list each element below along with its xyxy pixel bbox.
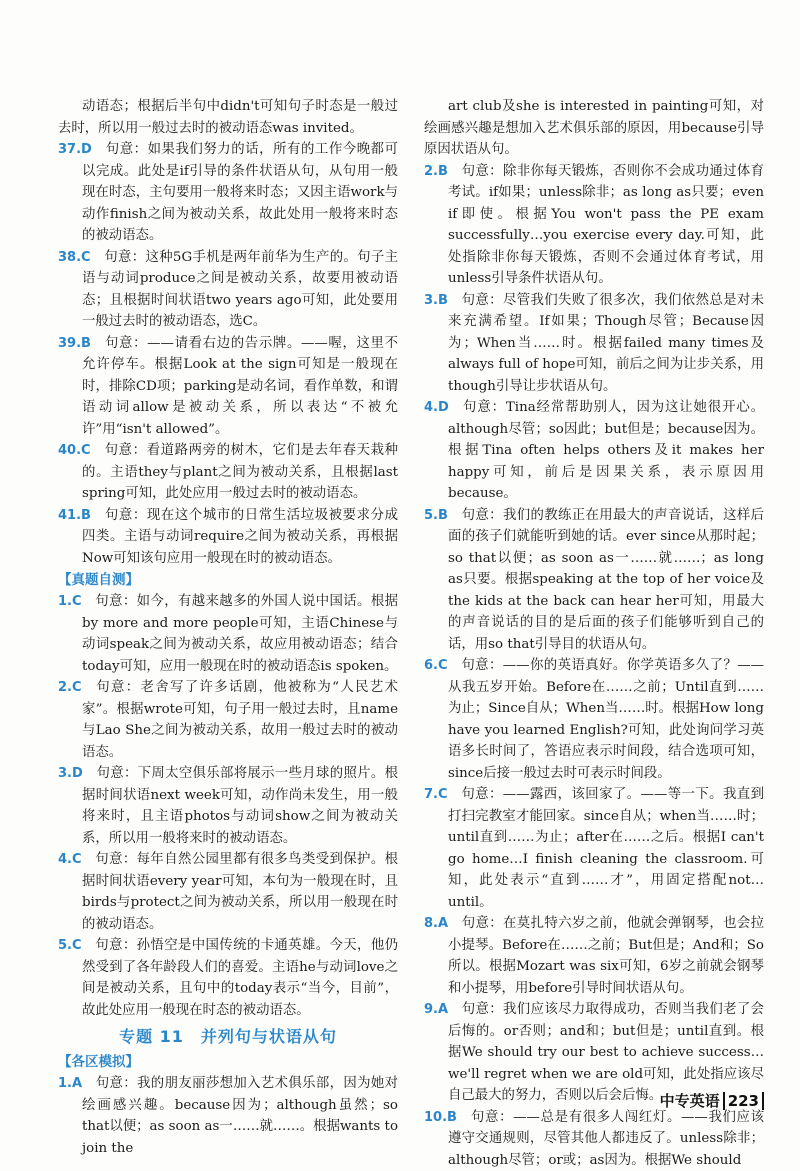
item-answer: D: [438, 400, 449, 415]
answer-item: [58, 247, 398, 333]
item-explanation: 句意：——请看右边的告示牌。——喔，这里不允许停车。根据Look at the sign可知是一般现在时，排除CD项；parking是动名词，看作单数，和谓语动词allow是被动关系，所以表达“不被允许”用“isn't allowed”。: [82, 336, 398, 437]
answer-item: [58, 440, 398, 505]
item-number: 8.: [424, 916, 438, 931]
item-explanation: 句意：每年自然公园里都有很多鸟类受到保护。根据时间状语every year可知，本句为一般现在时，且birds与protect之间为被动关系，所以用一般现在时的被动语态。: [82, 852, 398, 932]
item-number: 1.: [58, 1076, 72, 1091]
answer-item: [424, 290, 764, 398]
item-number: 3.: [424, 293, 438, 308]
item-answer: A: [438, 916, 448, 931]
right-intro: art club及she is interested in painting可知，对绘画感兴趣是想加入艺术俱乐部的原因，用because引导原因状语从句。: [424, 96, 764, 161]
left-column: [58, 96, 398, 1159]
item-answer: C: [72, 938, 82, 953]
item-number: 37.: [58, 142, 81, 157]
answer-item: [58, 505, 398, 570]
left-items-list: [58, 139, 398, 569]
item-answer: C: [72, 852, 82, 867]
item-number: 9.: [424, 1002, 438, 1017]
answer-item: [58, 849, 398, 935]
item-number: 2.: [424, 164, 438, 179]
item-explanation: 句意：——总是有很多人闯红灯。——我们应该遵守交通规则，尽管其他人都违反了。unless除非；although尽管；or或；as因为。根据We should: [448, 1110, 764, 1168]
item-answer: C: [81, 250, 91, 265]
item-explanation: 句意：尽管我们失败了很多次，我们依然总是对未来充满希望。If如果；Though尽管；Because因为；When当……时。根据failed many times及always full of hope可知，前后之间为让步关系，用though引导让步状语从句。: [448, 293, 764, 394]
item-answer: A: [72, 1076, 82, 1091]
item-answer: B: [438, 293, 448, 308]
item-number: 7.: [424, 787, 438, 802]
item-answer: C: [72, 594, 82, 609]
item-number: 41.: [58, 508, 81, 523]
item-explanation: 句意：除非你每天锻炼，否则你不会成功通过体育考试。if如果；unless除非；as long as只要；even if即使。根据You won't pass the PE exam successfully…you exercise every day.可知，此处指除非你每天锻炼，否则不会通过体育考试，用unless引导条件状语从句。: [448, 164, 764, 287]
item-number: 4.: [58, 852, 72, 867]
item-explanation: 句意：我们的教练正在用最大的声音说话，这样后面的孩子们就能听到她的话。ever since从那时起；so that以便；as soon as一……就……；as long as只要。根据speaking at the top of her voice及the kids at the back can hear her可知，用最大的声音说话的目的是后面的孩子们能够听到自己的话，用so that引导目的状语从句。: [448, 508, 764, 652]
left-items2-list: [58, 591, 398, 1021]
answer-item: [424, 655, 764, 784]
item-answer: B: [81, 336, 91, 351]
item-explanation: 句意：看道路两旁的树木，它们是去年春天栽种的。主语they与plant之间为被动关系，且根据last spring可知，此处应用一般过去时的被动语态。: [82, 443, 398, 501]
answer-item: [58, 139, 398, 247]
answer-item: [424, 161, 764, 290]
item-number: 40.: [58, 443, 81, 458]
section-heading-zhenti: 【真题自测】: [58, 569, 398, 591]
item-number: 39.: [58, 336, 81, 351]
item-answer: B: [81, 508, 91, 523]
answer-item: [58, 763, 398, 849]
topic-title: 专题 11 并列句与状语从句: [58, 1023, 398, 1051]
item-explanation: 句意：Tina经常帮助别人，因为这让她很开心。although尽管；so因此；but但是；because因为。根据Tina often helps others及it makes her happy可知，前后是因果关系，表示原因用because。: [448, 400, 764, 501]
item-explanation: 句意：如今，有越来越多的外国人说中国话。根据by more and more people可知，主语Chinese与动词speak之间为被动关系，故应用被动语态；结合today可知，应用一般现在时的被动语态is spoken。: [82, 594, 398, 674]
item-number: 10.: [424, 1110, 447, 1125]
item-explanation: 句意：现在这个城市的日常生活垃圾被要求分成四类。主语与动词require之间为被动关系，再根据Now可知该句应用一般现在时的被动语态。: [82, 508, 398, 566]
item-number: 6.: [424, 658, 438, 673]
answer-item: [424, 1107, 764, 1171]
item-answer: A: [438, 1002, 448, 1017]
item-explanation: 句意：这种5G手机是两年前华为生产的。句子主语与动词produce之间是被动关系，故要用被动语态；且根据时间状语two years ago可知，此处要用一般过去时的被动语态，选C。: [82, 250, 398, 330]
item-number: 5.: [58, 938, 72, 953]
left-intro: 动语态；根据后半句中didn't可知句子时态是一般过去时，所以用一般过去时的被动语态was invited。: [58, 96, 398, 139]
item-answer: C: [81, 443, 91, 458]
item-number: 2.: [58, 680, 72, 695]
answer-item: [424, 397, 764, 505]
item-answer: D: [72, 766, 83, 781]
item-explanation: 句意：——你的英语真好。你学英语多久了？——从我五岁开始。Before在……之前；Until直到……为止；Since自从；When当……时。根据How long have you learned English?可知，此处询问学习英语多长时间了，答语应表示时间段，结合选项可知，since后接一般过去时可表示时间段。: [448, 658, 764, 781]
item-answer: D: [81, 142, 92, 157]
item-explanation: 句意：我们应该尽力取得成功，否则当我们老了会后悔的。or否则；and和；but但是；until直到。根据We should try our best to achieve success… we'll regret when we are old可知，此处指应该尽自己最大的努力，否则以后会后悔。: [448, 1002, 764, 1103]
answer-item: [424, 784, 764, 913]
item-number: 1.: [58, 594, 72, 609]
right-column: [424, 96, 764, 1171]
item-answer: B: [438, 164, 448, 179]
item-number: 4.: [424, 400, 438, 415]
item-explanation: 句意：下周太空俱乐部将展示一些月球的照片。根据时间状语next week可知，动作尚未发生，用一般将来时，且主语photos与动词show之间为被动关系，所以用一般将来时的被动语态。: [82, 766, 398, 846]
item-answer: B: [438, 508, 448, 523]
item-number: 38.: [58, 250, 81, 265]
item-explanation: 句意：老舍写了许多话剧，他被称为“人民艺术家”。根据wrote可知，句子用一般过去时，且name与Lao She之间为被动关系，故用一般过去时的被动语态。: [82, 680, 398, 760]
answer-item: [58, 677, 398, 763]
footer-subject: 中专英语: [660, 1092, 720, 1110]
answer-item: [58, 935, 398, 1021]
item-answer: C: [438, 658, 448, 673]
item-explanation: 句意：孙悟空是中国传统的卡通英雄。今天，他仍然受到了各年龄段人们的喜爱。主语he与动词love之间是被动关系，且句中的today表示“当今，目前”，故此处应用一般现在时态的被动语态。: [82, 938, 398, 1018]
page-footer: [660, 1090, 764, 1111]
item-explanation: 句意：我的朋友丽莎想加入艺术俱乐部，因为她对绘画感兴趣。because因为；although虽然；so that以便；as soon as一……就……。根据wants to join the: [82, 1076, 398, 1156]
left-items3-list: [58, 1073, 398, 1159]
right-items-list: [424, 161, 764, 1171]
answer-item: [58, 333, 398, 441]
answer-item: [58, 591, 398, 677]
answer-item: [58, 1073, 398, 1159]
item-answer: B: [447, 1110, 457, 1125]
answer-item: [424, 913, 764, 999]
item-number: 5.: [424, 508, 438, 523]
answer-item: [424, 505, 764, 656]
item-explanation: 句意：——露西，该回家了。——等一下。我直到打扫完教室才能回家。since自从；when当……时；until直到……为止；after在……之后。根据I can't go home…I finish cleaning the classroom.可知，此处表示“直到……才”，用固定搭配not…until。: [448, 787, 764, 910]
page-number: 223: [723, 1092, 764, 1110]
section-heading-moni: 【各区模拟】: [58, 1051, 398, 1073]
item-explanation: 句意：如果我们努力的话，所有的工作今晚都可以完成。此处是if引导的条件状语从句，从句用一般现在时态，主句要用一般将来时态；又因主语work与动作finish之间为被动关系，故此处用一般将来时态的被动语态。: [82, 142, 398, 243]
item-number: 3.: [58, 766, 72, 781]
item-answer: C: [438, 787, 448, 802]
item-explanation: 句意：在莫扎特六岁之前，他就会弹钢琴，也会拉小提琴。Before在……之前；But但是；And和；So所以。根据Mozart was six可知，6岁之前就会钢琴和小提琴，用before引导时间状语从句。: [448, 916, 764, 996]
item-answer: C: [72, 680, 82, 695]
